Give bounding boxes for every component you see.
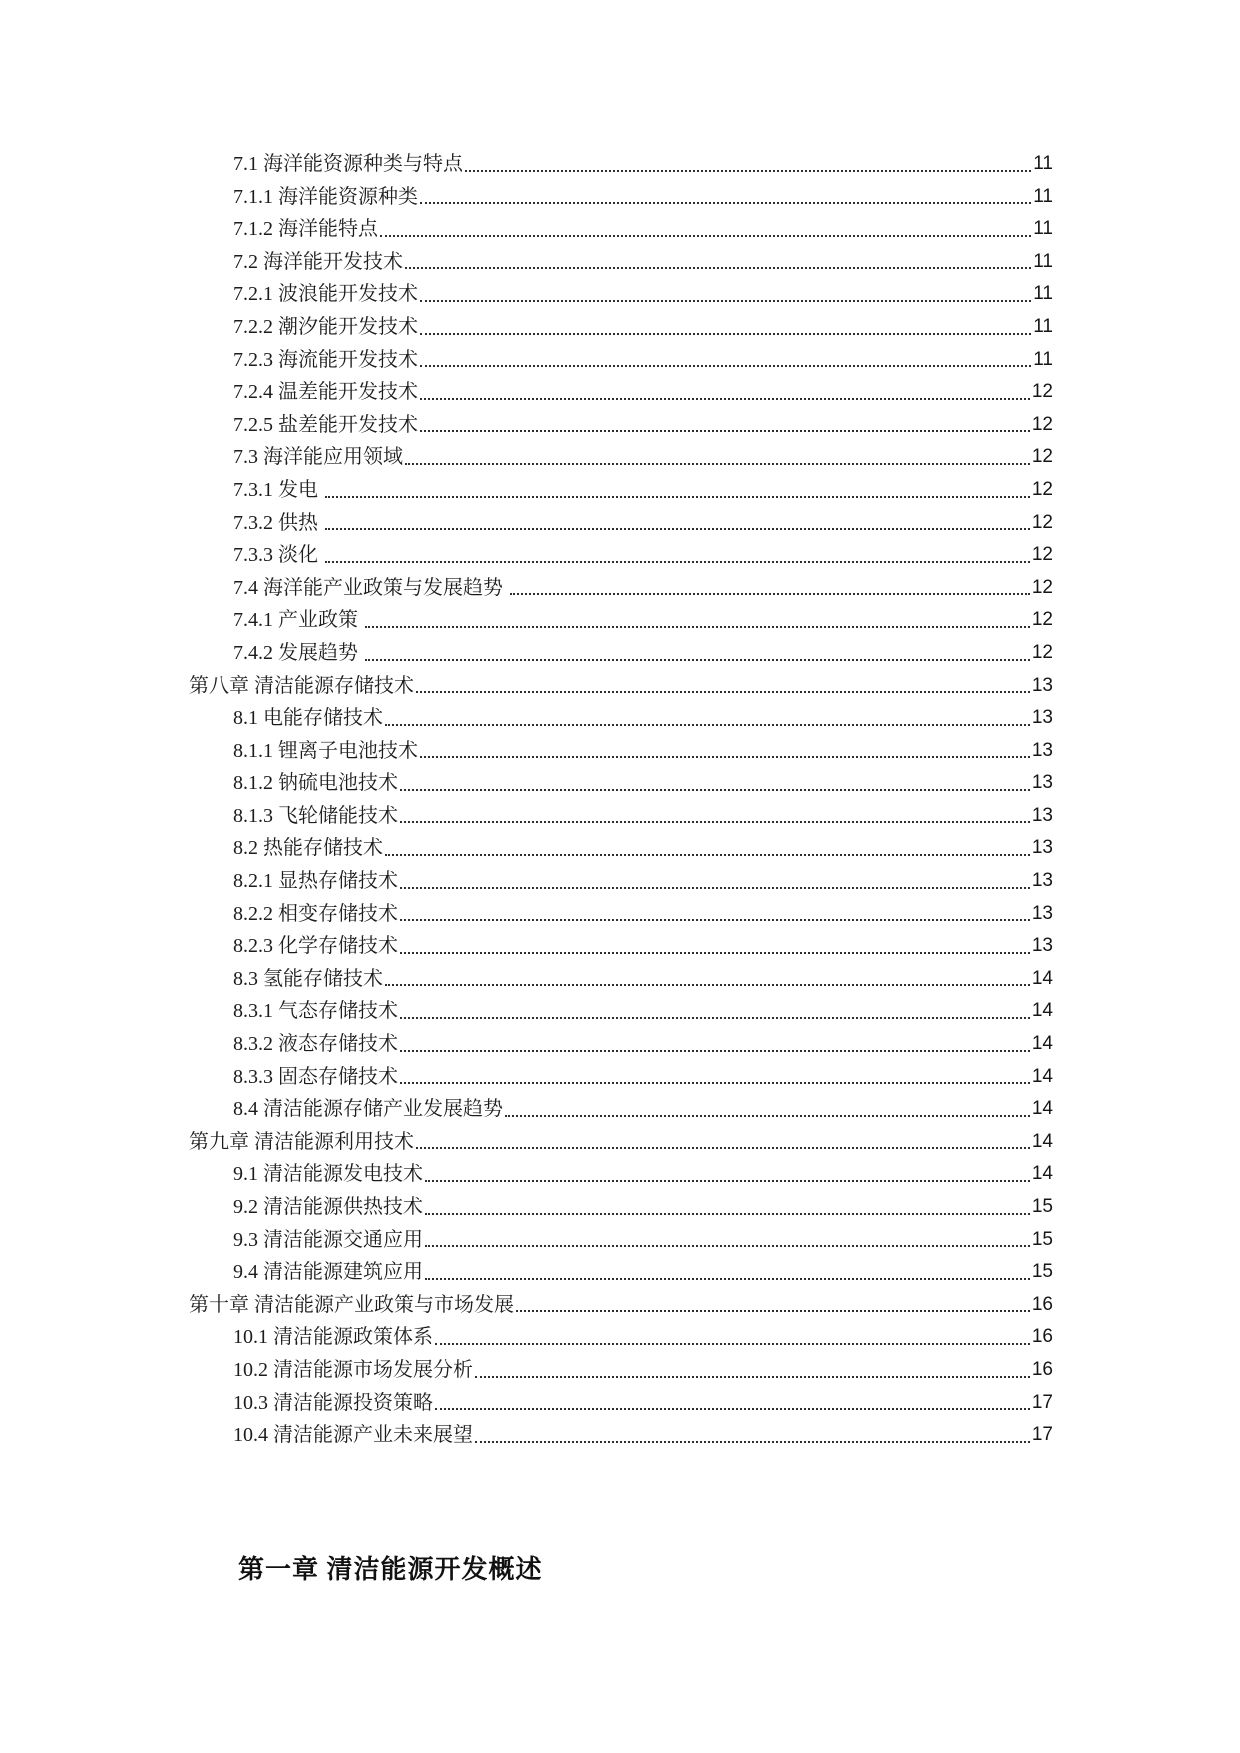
- toc-entry[interactable]: [189, 409, 1053, 442]
- toc-entry-label: 第十章 清洁能源产业政策与市场发展: [189, 1293, 514, 1316]
- toc-page-number: 11: [1033, 185, 1053, 207]
- toc-leader-dots: [425, 1180, 1030, 1182]
- toc-leader-dots: [385, 854, 1030, 856]
- toc-leader-dots: [325, 496, 1030, 498]
- toc-page-number: 11: [1033, 348, 1053, 370]
- toc-page-number: 11: [1033, 250, 1053, 272]
- toc-page-number: 14: [1031, 1065, 1053, 1087]
- toc-leader-dots: [385, 984, 1030, 986]
- toc-entry[interactable]: [189, 148, 1053, 181]
- toc-entry[interactable]: [189, 963, 1053, 996]
- toc-entry-label: 8.1 电能存储技术: [233, 707, 383, 730]
- toc-page-number: 12: [1031, 609, 1053, 631]
- toc-entry[interactable]: [189, 1419, 1053, 1452]
- toc-entry-label: 8.4 清洁能源存储产业发展趋势: [233, 1098, 503, 1121]
- toc-page-number: 11: [1033, 153, 1053, 174]
- toc-entry-label: 第九章 清洁能源利用技术: [189, 1130, 414, 1153]
- toc-leader-dots: [365, 626, 1030, 628]
- toc-entry[interactable]: [189, 995, 1053, 1028]
- toc-entry-label: 7.2 海洋能开发技术: [233, 250, 403, 273]
- toc-leader-dots: [405, 267, 1031, 269]
- toc-entry[interactable]: [189, 181, 1053, 214]
- toc-leader-dots: [400, 1082, 1030, 1084]
- toc-entry-label: 7.4.1 产业政策: [233, 609, 363, 632]
- toc-leader-dots: [425, 1278, 1030, 1280]
- toc-leader-dots: [365, 659, 1030, 661]
- toc-entry-label: 7.4 海洋能产业政策与发展趋势: [233, 576, 508, 599]
- toc-entry-label: 10.3 清洁能源投资策略: [233, 1391, 433, 1414]
- toc-entry-label: 8.3.3 固态存储技术: [233, 1065, 398, 1088]
- toc-leader-dots: [516, 1310, 1030, 1312]
- toc-leader-dots: [416, 691, 1030, 693]
- toc-entry-label: 7.2.2 潮汐能开发技术: [233, 315, 418, 338]
- toc-page-number: 16: [1031, 1326, 1053, 1348]
- toc-page-number: 13: [1031, 739, 1053, 761]
- chapter-heading: 第一章 清洁能源开发概述: [238, 1555, 543, 1584]
- toc-page-number: 13: [1031, 707, 1053, 729]
- toc-entry[interactable]: [189, 1354, 1053, 1387]
- toc-leader-dots: [416, 1147, 1030, 1149]
- toc-leader-dots: [425, 1245, 1030, 1247]
- toc-page-number: 11: [1033, 315, 1053, 337]
- toc-leader-dots: [400, 919, 1030, 921]
- toc-page-number: 13: [1031, 935, 1053, 957]
- toc-entry-label: 10.2 清洁能源市场发展分析: [233, 1358, 473, 1381]
- toc-entry[interactable]: [189, 1158, 1053, 1191]
- toc-entry[interactable]: [189, 278, 1053, 311]
- toc-entry-label: 8.1.3 飞轮储能技术: [233, 804, 398, 827]
- toc-leader-dots: [325, 528, 1030, 530]
- toc-leader-dots: [385, 724, 1030, 726]
- toc-page-number: 17: [1031, 1391, 1053, 1413]
- toc-page-number: 12: [1031, 413, 1053, 435]
- toc-entry-label: 8.2.2 相变存储技术: [233, 902, 398, 925]
- toc-entry[interactable]: [189, 865, 1053, 898]
- toc-page-number: 14: [1031, 1130, 1053, 1152]
- toc-entry-label: 7.1.1 海洋能资源种类: [233, 185, 418, 208]
- toc-entry[interactable]: [189, 474, 1053, 507]
- table-of-contents: [189, 148, 1053, 1452]
- toc-entry[interactable]: [189, 246, 1053, 279]
- toc-page-number: 12: [1031, 544, 1053, 566]
- toc-entry[interactable]: [189, 1191, 1053, 1224]
- toc-page-number: 12: [1031, 478, 1053, 500]
- toc-page-number: 17: [1031, 1424, 1053, 1446]
- toc-page-number: 16: [1031, 1293, 1053, 1315]
- toc-entry-label: 7.3.2 供热: [233, 511, 323, 534]
- toc-page-number: 13: [1031, 804, 1053, 826]
- toc-entry-label: 7.2.3 海流能开发技术: [233, 348, 418, 371]
- toc-page-number: 14: [1031, 967, 1053, 989]
- toc-leader-dots: [420, 300, 1031, 302]
- toc-entry[interactable]: [189, 376, 1053, 409]
- toc-entry-label: 7.3.3 淡化: [233, 544, 323, 567]
- toc-leader-dots: [420, 398, 1030, 400]
- toc-entry[interactable]: [189, 344, 1053, 377]
- toc-page-number: 15: [1031, 1228, 1053, 1250]
- toc-entry-label: 7.3.1 发电: [233, 478, 323, 501]
- toc-entry[interactable]: [189, 507, 1053, 540]
- toc-leader-dots: [405, 463, 1030, 465]
- toc-page-number: 14: [1031, 1033, 1053, 1055]
- toc-page-number: 15: [1031, 1261, 1053, 1283]
- toc-entry[interactable]: [189, 1256, 1053, 1289]
- toc-entry[interactable]: [189, 1028, 1053, 1061]
- toc-entry[interactable]: [189, 735, 1053, 768]
- toc-entry-label: 7.4.2 发展趋势: [233, 641, 363, 664]
- toc-page-number: 15: [1031, 1196, 1053, 1217]
- toc-entry-label: 9.2 清洁能源供热技术: [233, 1196, 423, 1218]
- toc-entry[interactable]: [189, 1289, 1053, 1322]
- toc-leader-dots: [435, 1408, 1030, 1410]
- toc-entry-label: 9.4 清洁能源建筑应用: [233, 1261, 423, 1284]
- toc-entry[interactable]: [189, 572, 1053, 605]
- toc-leader-dots: [380, 235, 1031, 237]
- toc-entry[interactable]: [189, 702, 1053, 735]
- toc-entry-label: 7.2.4 温差能开发技术: [233, 381, 418, 404]
- toc-entry-label: 7.1 海洋能资源种类与特点: [233, 153, 463, 175]
- toc-entry[interactable]: [189, 1321, 1053, 1354]
- toc-entry[interactable]: [189, 539, 1053, 572]
- toc-leader-dots: [505, 1115, 1030, 1117]
- toc-entry-label: 10.1 清洁能源政策体系: [233, 1326, 433, 1349]
- toc-page-number: 14: [1031, 1163, 1053, 1185]
- toc-entry[interactable]: [189, 898, 1053, 931]
- toc-entry-label: 7.2.1 波浪能开发技术: [233, 283, 418, 306]
- toc-page-number: 14: [1031, 1000, 1053, 1022]
- toc-leader-dots: [510, 593, 1030, 595]
- toc-entry-label: 8.1.1 锂离子电池技术: [233, 739, 418, 762]
- toc-page-number: 11: [1033, 218, 1053, 240]
- toc-leader-dots: [435, 1343, 1030, 1345]
- toc-leader-dots: [475, 1441, 1030, 1443]
- toc-entry[interactable]: [189, 1126, 1053, 1159]
- toc-page-number: 12: [1031, 446, 1053, 468]
- toc-entry-label: 8.3.2 液态存储技术: [233, 1033, 398, 1056]
- toc-entry[interactable]: [189, 311, 1053, 344]
- toc-entry-label: 9.1 清洁能源发电技术: [233, 1163, 423, 1186]
- toc-page-number: 13: [1031, 837, 1053, 859]
- toc-entry-label: 7.1.2 海洋能特点: [233, 218, 378, 241]
- toc-page-number: 12: [1031, 511, 1053, 533]
- toc-page-number: 13: [1031, 772, 1053, 794]
- toc-page-number: 13: [1031, 870, 1053, 892]
- toc-leader-dots: [420, 756, 1030, 758]
- toc-page-number: 13: [1031, 674, 1053, 696]
- toc-entry[interactable]: [189, 930, 1053, 963]
- toc-entry[interactable]: [189, 1061, 1053, 1094]
- toc-leader-dots: [400, 789, 1030, 791]
- toc-page-number: 11: [1033, 283, 1053, 305]
- toc-entry[interactable]: [189, 441, 1053, 474]
- toc-entry[interactable]: [189, 213, 1053, 246]
- toc-entry-label: 8.3.1 气态存储技术: [233, 1000, 398, 1023]
- toc-page-number: 12: [1031, 576, 1053, 598]
- toc-leader-dots: [400, 887, 1030, 889]
- toc-leader-dots: [400, 1017, 1030, 1019]
- toc-leader-dots: [425, 1213, 1030, 1215]
- toc-entry[interactable]: [189, 604, 1053, 637]
- toc-entry-label: 9.3 清洁能源交通应用: [233, 1228, 423, 1251]
- toc-entry[interactable]: [189, 1224, 1053, 1257]
- toc-entry[interactable]: [189, 767, 1053, 800]
- toc-entry-label: 8.2 热能存储技术: [233, 837, 383, 860]
- toc-entry-label: 8.2.3 化学存储技术: [233, 935, 398, 958]
- toc-leader-dots: [420, 430, 1030, 432]
- toc-page-number: 12: [1031, 641, 1053, 663]
- toc-leader-dots: [400, 1050, 1030, 1052]
- toc-entry-label: 10.4 清洁能源产业未来展望: [233, 1424, 473, 1447]
- toc-leader-dots: [420, 202, 1031, 204]
- toc-entry[interactable]: [189, 1387, 1053, 1420]
- toc-entry-label: 7.3 海洋能应用领域: [233, 446, 403, 469]
- toc-leader-dots: [400, 952, 1030, 954]
- toc-leader-dots: [420, 333, 1031, 335]
- toc-entry-label: 8.1.2 钠硫电池技术: [233, 772, 398, 795]
- toc-entry-label: 第八章 清洁能源存储技术: [189, 674, 414, 697]
- toc-entry[interactable]: [189, 832, 1053, 865]
- toc-entry[interactable]: [189, 1093, 1053, 1126]
- toc-page-number: 16: [1031, 1358, 1053, 1380]
- toc-leader-dots: [325, 561, 1030, 563]
- toc-entry[interactable]: [189, 800, 1053, 833]
- toc-entry-label: 8.3 氢能存储技术: [233, 967, 383, 990]
- toc-entry-label: 8.2.1 显热存储技术: [233, 870, 398, 893]
- toc-leader-dots: [400, 821, 1030, 823]
- toc-leader-dots: [465, 170, 1031, 172]
- toc-entry-label: 7.2.5 盐差能开发技术: [233, 413, 418, 436]
- toc-page-number: 12: [1031, 381, 1053, 403]
- toc-entry[interactable]: [189, 637, 1053, 670]
- toc-leader-dots: [420, 365, 1031, 367]
- toc-page-number: 14: [1031, 1098, 1053, 1120]
- toc-entry[interactable]: [189, 670, 1053, 703]
- toc-leader-dots: [475, 1376, 1030, 1378]
- toc-page-number: 13: [1031, 902, 1053, 924]
